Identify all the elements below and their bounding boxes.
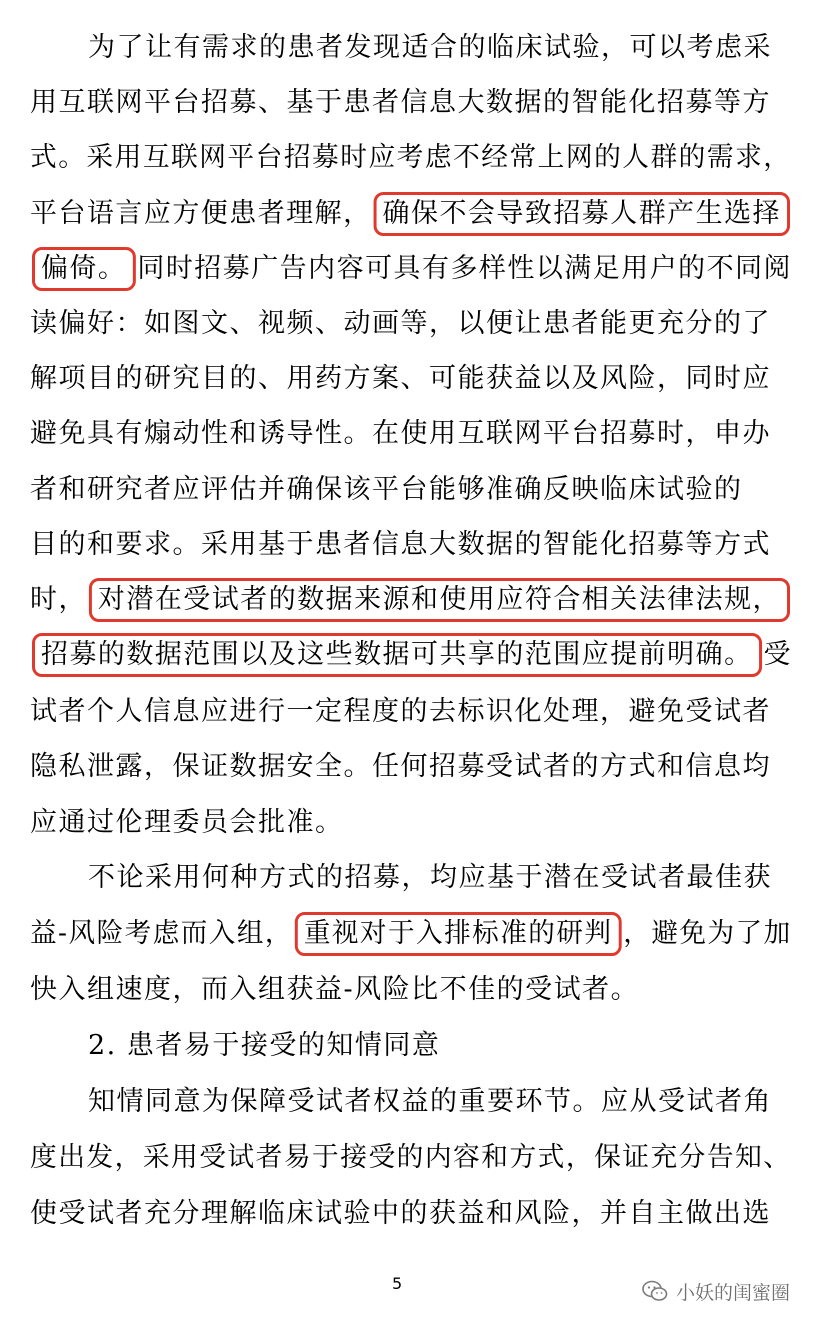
text-line bbox=[30, 1190, 771, 1238]
text-line bbox=[30, 134, 791, 182]
highlighted-text: 重视对于入排标准的研判 bbox=[295, 912, 621, 956]
text-segment: 者和研究者应评估并确保该平台能够准确反映临床试验的 bbox=[30, 474, 743, 505]
text-line bbox=[88, 854, 772, 902]
text-segment: 受 bbox=[763, 639, 793, 670]
text-segment: 隐私泄露，保证数据安全。任何招募受试者的方式和信息均 bbox=[30, 751, 771, 782]
wechat-icon bbox=[642, 1280, 668, 1302]
highlighted-text: 偏倚。 bbox=[32, 247, 135, 291]
text-segment: 知情同意为保障受试者权益的重要环节。应从受试者角 bbox=[88, 1086, 772, 1117]
watermark-text: 小妖的闺蜜圈 bbox=[675, 1281, 790, 1304]
text-segment: 益-风险考虑而入组， bbox=[30, 918, 293, 949]
highlighted-text: 对潜在受试者的数据来源和使用应符合相关法律法规， bbox=[89, 578, 790, 622]
text-line bbox=[30, 521, 771, 569]
text-line bbox=[88, 24, 772, 72]
text-line bbox=[88, 1022, 440, 1070]
text-line bbox=[30, 190, 792, 238]
text-line bbox=[30, 688, 771, 736]
text-segment: 时， bbox=[30, 584, 87, 615]
text-line bbox=[30, 743, 771, 791]
text-line bbox=[30, 410, 771, 458]
text-line bbox=[30, 966, 639, 1014]
text-segment: 同时招募广告内容可具有多样性以满足用户的不同阅 bbox=[137, 253, 793, 284]
text-line bbox=[30, 1134, 791, 1182]
text-segment: 目的和要求。采用基于患者信息大数据的智能化招募等方式 bbox=[30, 529, 771, 560]
text-segment: 式。采用互联网平台招募时应考虑不经常上网的人群的需求， bbox=[30, 142, 792, 173]
highlighted-text: 招募的数据范围以及这些数据可共享的范围应提前明确。 bbox=[32, 633, 762, 677]
text-segment: 不论采用何种方式的招募，均应基于潜在受试者最佳获 bbox=[88, 862, 772, 893]
text-line bbox=[30, 910, 792, 958]
text-line bbox=[30, 300, 771, 348]
text-line bbox=[30, 245, 792, 293]
text-segment: ，避免为了加 bbox=[623, 918, 792, 949]
text-segment: 度出发，采用受试者易于接受的内容和方式，保证充分告知、 bbox=[30, 1142, 792, 1173]
text-segment: 试者个人信息应进行一定程度的去标识化处理，避免受试者 bbox=[30, 696, 771, 727]
text-line bbox=[30, 355, 771, 403]
text-segment: 平台语言应方便患者理解， bbox=[30, 198, 372, 229]
text-line bbox=[30, 799, 344, 847]
page-number: 5 bbox=[392, 1274, 403, 1293]
text-segment: 为了让有需求的患者发现适合的临床试验，可以考虑采 bbox=[88, 32, 772, 63]
text-line bbox=[88, 1078, 772, 1126]
text-line bbox=[30, 466, 743, 514]
watermark bbox=[642, 1276, 790, 1306]
text-segment: 读偏好：如图文、视频、动画等，以便让患者能更充分的了 bbox=[30, 308, 771, 339]
text-segment: 快入组速度，而入组获益-风险比不佳的受试者。 bbox=[30, 974, 640, 1005]
text-segment: 解项目的研究目的、用药方案、可能获益以及风险，同时应 bbox=[30, 363, 771, 394]
text-segment: 应通过伦理委员会批准。 bbox=[30, 807, 344, 838]
text-line bbox=[30, 631, 792, 679]
text-line bbox=[30, 79, 771, 127]
text-line bbox=[30, 576, 792, 624]
text-segment: 2. 患者易于接受的知情同意 bbox=[88, 1030, 441, 1061]
text-segment: 用互联网平台招募、基于患者信息大数据的智能化招募等方 bbox=[30, 87, 771, 118]
text-segment: 避免具有煽动性和诱导性。在使用互联网平台招募时，申办 bbox=[30, 418, 771, 449]
highlighted-text: 确保不会导致招募人群产生选择 bbox=[374, 192, 790, 236]
text-segment: 使受试者充分理解临床试验中的获益和风险，并自主做出选 bbox=[30, 1198, 771, 1229]
